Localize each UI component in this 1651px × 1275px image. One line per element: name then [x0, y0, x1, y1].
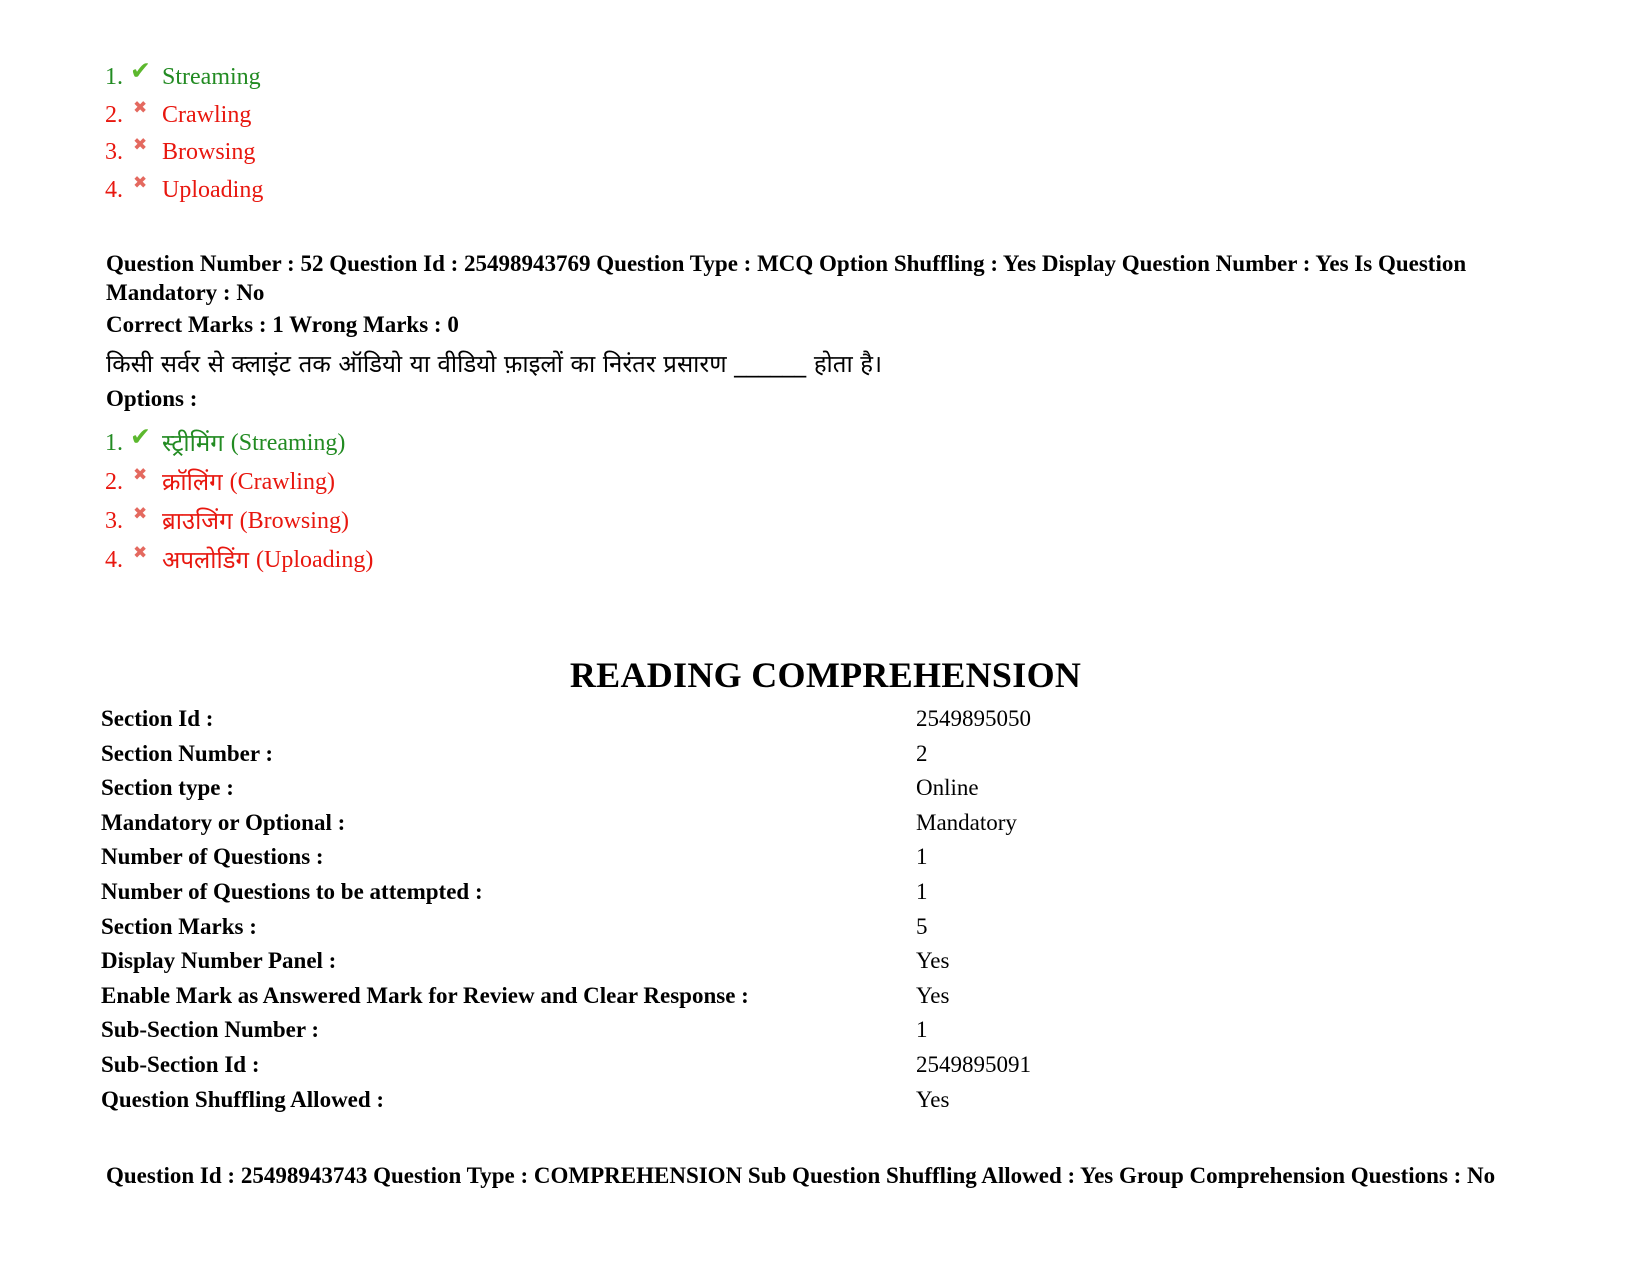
option-number: 4.: [105, 547, 123, 573]
option-text: Browsing: [162, 139, 256, 165]
comprehension-meta: Question Id : 25498943743 Question Type : COMPREHENSION Sub Question Shuffling Allowed : Yes Group Comprehension Questions : No: [106, 1163, 1496, 1188]
option-text-english: (Streaming): [230, 430, 346, 456]
option-text: Streaming: [162, 64, 261, 90]
section-row-label: Section Number :: [101, 740, 274, 766]
option-text-hindi: क्रॉलिंग: [162, 468, 223, 496]
section-row-label: Enable Mark as Answered Mark for Review and Clear Response :: [101, 982, 749, 1008]
section-row-label: Display Number Panel :: [101, 948, 337, 974]
cross-icon: ✖: [133, 97, 148, 118]
section-row-label: Section Marks :: [101, 913, 257, 939]
question-meta: Question Number : 52 Question Id : 25498943769 Question Type : MCQ Option Shuffling : Yes Display Question Number : Yes Is Question Mandatory : No: [106, 251, 1467, 305]
section-row-value: 1: [916, 878, 928, 904]
options-label: Options :: [106, 386, 198, 411]
option-1: [105, 56, 263, 97]
cross-icon: ✖: [133, 135, 148, 155]
question-marks: Correct Marks : 1 Wrong Marks : 0: [106, 312, 459, 337]
section-row-label: Question Shuffling Allowed :: [101, 1086, 385, 1112]
option-4: [105, 172, 263, 210]
section-title: READING COMPREHENSION: [569, 655, 1082, 695]
previous-question-options: [105, 56, 264, 209]
option-text-hindi: ब्राउजिंग: [162, 507, 233, 535]
section-row-value: Mandatory: [916, 809, 1017, 835]
question-text: किसी सर्वर से क्लाइंट तक ऑडियो या वीडियो फ़ाइलों का निरंतर प्रसारण ______ होता है।: [106, 350, 883, 378]
section-row-label: Section Id :: [101, 706, 214, 731]
section-row-label: Number of Questions :: [101, 844, 324, 870]
option-3: [105, 134, 263, 172]
section-row-value: 5: [916, 913, 928, 939]
option-text-hindi: अपलोडिंग: [162, 546, 250, 574]
option-number: 1.: [105, 64, 123, 90]
section-row-value: Yes: [916, 982, 950, 1008]
section-row-value: 2549895050: [916, 706, 1031, 731]
option-number: 1.: [105, 430, 123, 456]
option-text-english: (Uploading): [256, 547, 374, 573]
section-row-value: 1: [916, 1017, 928, 1043]
option-number: 3.: [105, 139, 123, 165]
option-number: 4.: [105, 176, 123, 203]
option-4: [105, 541, 373, 580]
option-number: 2.: [105, 469, 123, 495]
section-row-label: Sub-Section Id :: [101, 1051, 260, 1077]
option-text-english: (Crawling): [229, 469, 335, 495]
section-row-value: Yes: [916, 1086, 950, 1112]
section-row-value: 2: [916, 740, 928, 766]
section-row-label: Sub-Section Number :: [101, 1017, 320, 1043]
check-icon: ✔: [130, 422, 151, 451]
section-row-value: Online: [916, 775, 979, 801]
section-row-value: 1: [916, 844, 928, 870]
section-row-label: Mandatory or Optional :: [101, 809, 346, 835]
section-row-label: Section type :: [101, 775, 234, 801]
cross-icon: ✖: [133, 465, 148, 485]
option-number: 3.: [105, 508, 123, 534]
option-number: 2.: [105, 101, 123, 128]
question-options: [105, 424, 373, 580]
section-row-label: Number of Questions to be attempted :: [101, 878, 483, 904]
option-2: [105, 97, 263, 135]
option-text: Uploading: [162, 176, 264, 203]
section-row-value: 2549895091: [916, 1051, 1031, 1077]
option-text-english: (Browsing): [239, 508, 349, 534]
section-row-value: Yes: [916, 948, 950, 974]
cross-icon: ✖: [133, 172, 148, 193]
check-icon: ✔: [130, 56, 151, 85]
cross-icon: ✖: [133, 504, 148, 524]
option-text: Crawling: [162, 101, 252, 128]
cross-icon: ✖: [133, 543, 148, 563]
option-text-hindi: स्ट्रीमिंग: [162, 429, 224, 457]
